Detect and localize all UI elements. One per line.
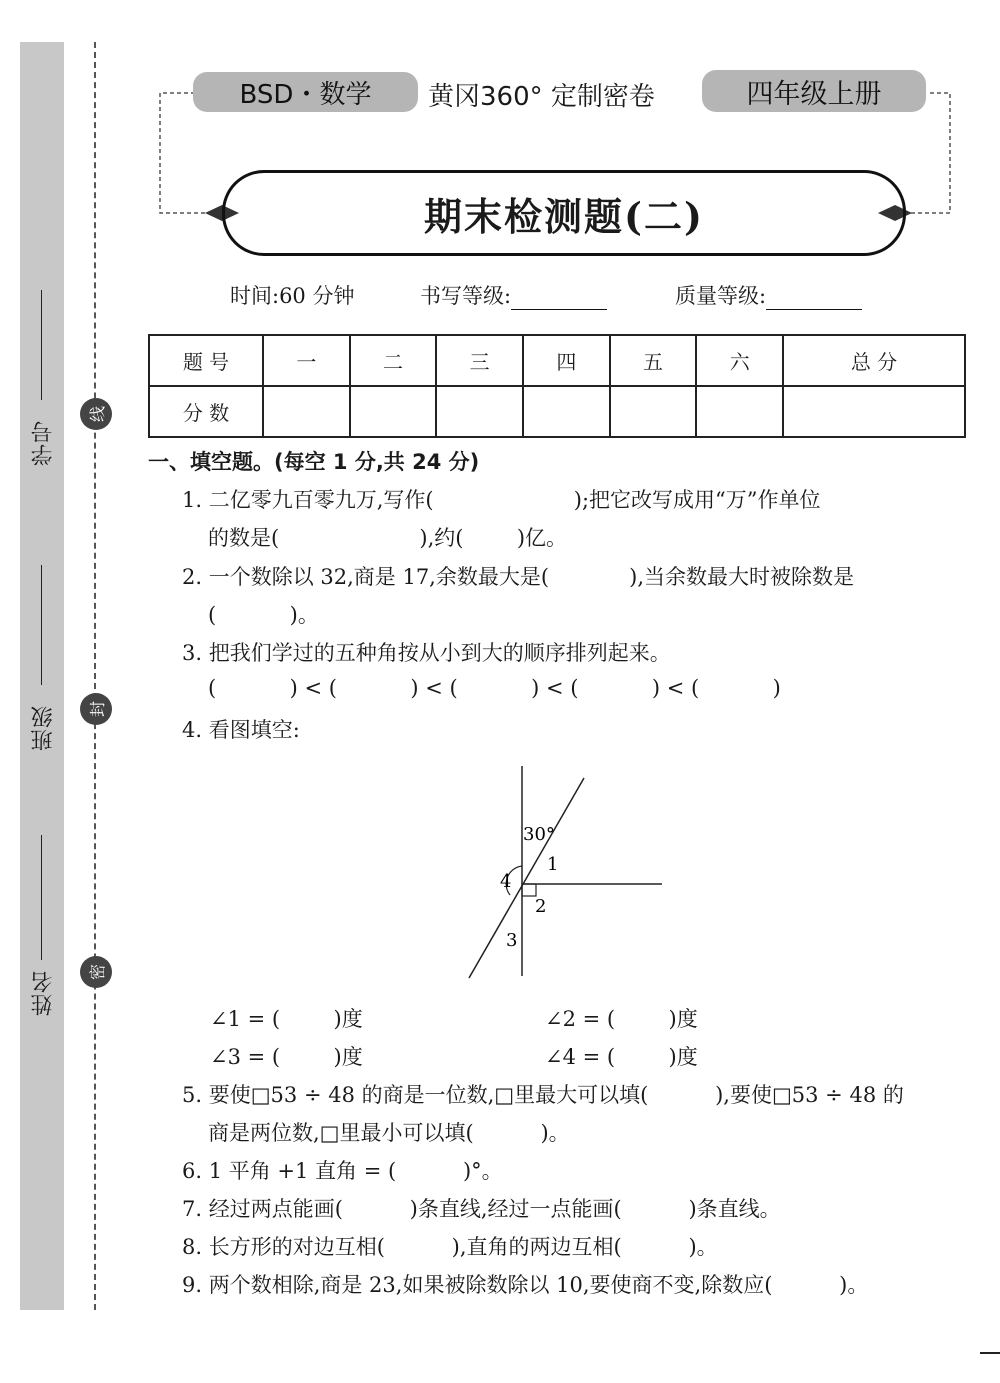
student-id-blank xyxy=(41,290,42,400)
question-1-line-1: 1. 二亿零九百零九万,写作( );把它改写成用“万”作单位 xyxy=(182,488,821,512)
title-frame xyxy=(222,170,906,256)
score-row-label: 分 数 xyxy=(149,386,263,437)
seal-seal-badge: 封 xyxy=(80,693,112,725)
score-cell[interactable] xyxy=(610,386,697,437)
seal-line-badge: 线 xyxy=(80,398,112,430)
score-cell[interactable] xyxy=(523,386,610,437)
page-edge-mark xyxy=(980,1352,1000,1354)
angle-3-label: 3 xyxy=(506,930,518,951)
quality-grade-label: 质量等级: xyxy=(675,284,767,308)
angle-30-label: 30° xyxy=(523,824,555,845)
angle-1-answer: ∠1 = ( )度 xyxy=(210,1007,363,1031)
question-2-line-2: ( )。 xyxy=(208,603,319,627)
question-6: 6. 1 平角 +1 直角 = ( )°。 xyxy=(182,1159,503,1183)
header-cell: 题 号 xyxy=(149,335,263,386)
score-table-score-row xyxy=(149,386,965,437)
quality-grade xyxy=(675,280,862,310)
writing-grade-blank[interactable] xyxy=(511,289,607,310)
quality-grade-blank[interactable] xyxy=(766,289,862,310)
angle-2-answer: ∠2 = ( )度 xyxy=(545,1007,698,1031)
question-7: 7. 经过两点能画( )条直线,经过一点能画( )条直线。 xyxy=(182,1197,781,1221)
binding-strip xyxy=(20,42,64,1310)
section-title: 一、填空题。(每空 1 分,共 24 分) xyxy=(148,450,480,474)
question-8: 8. 长方形的对边互相( ),直角的两边互相( )。 xyxy=(182,1235,718,1259)
score-table-header-row xyxy=(149,335,965,386)
angle-4-label: 4 xyxy=(500,871,512,892)
question-2-line-1: 2. 一个数除以 32,商是 17,余数最大是( ),当余数最大时被除数是 xyxy=(182,565,855,589)
score-table xyxy=(148,334,966,438)
angle-figure xyxy=(440,760,680,985)
score-cell[interactable] xyxy=(263,386,350,437)
writing-grade xyxy=(420,280,607,310)
writing-grade-label: 书写等级: xyxy=(420,284,512,308)
seal-secret-badge: 密 xyxy=(80,956,112,988)
question-3-line-2: ( ) < ( ) < ( ) < ( ) < ( ) xyxy=(208,676,781,700)
angle-2-label: 2 xyxy=(535,896,547,917)
question-1-line-2: 的数是( ),约( )亿。 xyxy=(208,526,568,550)
angle-1-label: 1 xyxy=(547,854,559,875)
time-info: 时间:60 分钟 xyxy=(230,284,355,308)
angle-4-answer: ∠4 = ( )度 xyxy=(545,1045,698,1069)
header-cell: 一 xyxy=(263,335,350,386)
page-title: 期末检测题(二) xyxy=(424,193,704,239)
header-cell: 总 分 xyxy=(783,335,965,386)
slanted-line xyxy=(469,778,584,978)
score-cell[interactable] xyxy=(436,386,523,437)
score-cell[interactable] xyxy=(350,386,437,437)
question-4-label: 4. 看图填空: xyxy=(182,718,300,742)
binding-dashed-line xyxy=(94,42,96,1310)
right-angle-mark xyxy=(522,884,536,896)
question-9: 9. 两个数相除,商是 23,如果被除数除以 10,要使商不变,除数应( )。 xyxy=(182,1273,869,1297)
score-cell[interactable] xyxy=(696,386,783,437)
class-blank xyxy=(41,565,42,685)
grade-pill: 四年级上册 xyxy=(702,70,926,112)
score-cell[interactable] xyxy=(783,386,965,437)
student-id-label: 学号 xyxy=(31,420,56,466)
class-label: 班级 xyxy=(31,705,56,751)
name-label: 姓名 xyxy=(31,970,56,1016)
brand-text: 黄冈360° 定制密卷 xyxy=(428,82,655,112)
header-cell: 二 xyxy=(350,335,437,386)
question-5-line-1: 5. 要使□53 ÷ 48 的商是一位数,□里最大可以填( ),要使□53 ÷ 48 的 xyxy=(182,1083,904,1107)
question-3-line-1: 3. 把我们学过的五种角按从小到大的顺序排列起来。 xyxy=(182,641,671,665)
question-5-line-2: 商是两位数,□里最小可以填( )。 xyxy=(208,1121,570,1145)
header-cell: 五 xyxy=(610,335,697,386)
header-cell: 六 xyxy=(696,335,783,386)
subject-pill: BSD・数学 xyxy=(193,72,418,112)
header-cell: 四 xyxy=(523,335,610,386)
angle-3-answer: ∠3 = ( )度 xyxy=(210,1045,363,1069)
header-cell: 三 xyxy=(436,335,523,386)
name-blank xyxy=(41,835,42,960)
